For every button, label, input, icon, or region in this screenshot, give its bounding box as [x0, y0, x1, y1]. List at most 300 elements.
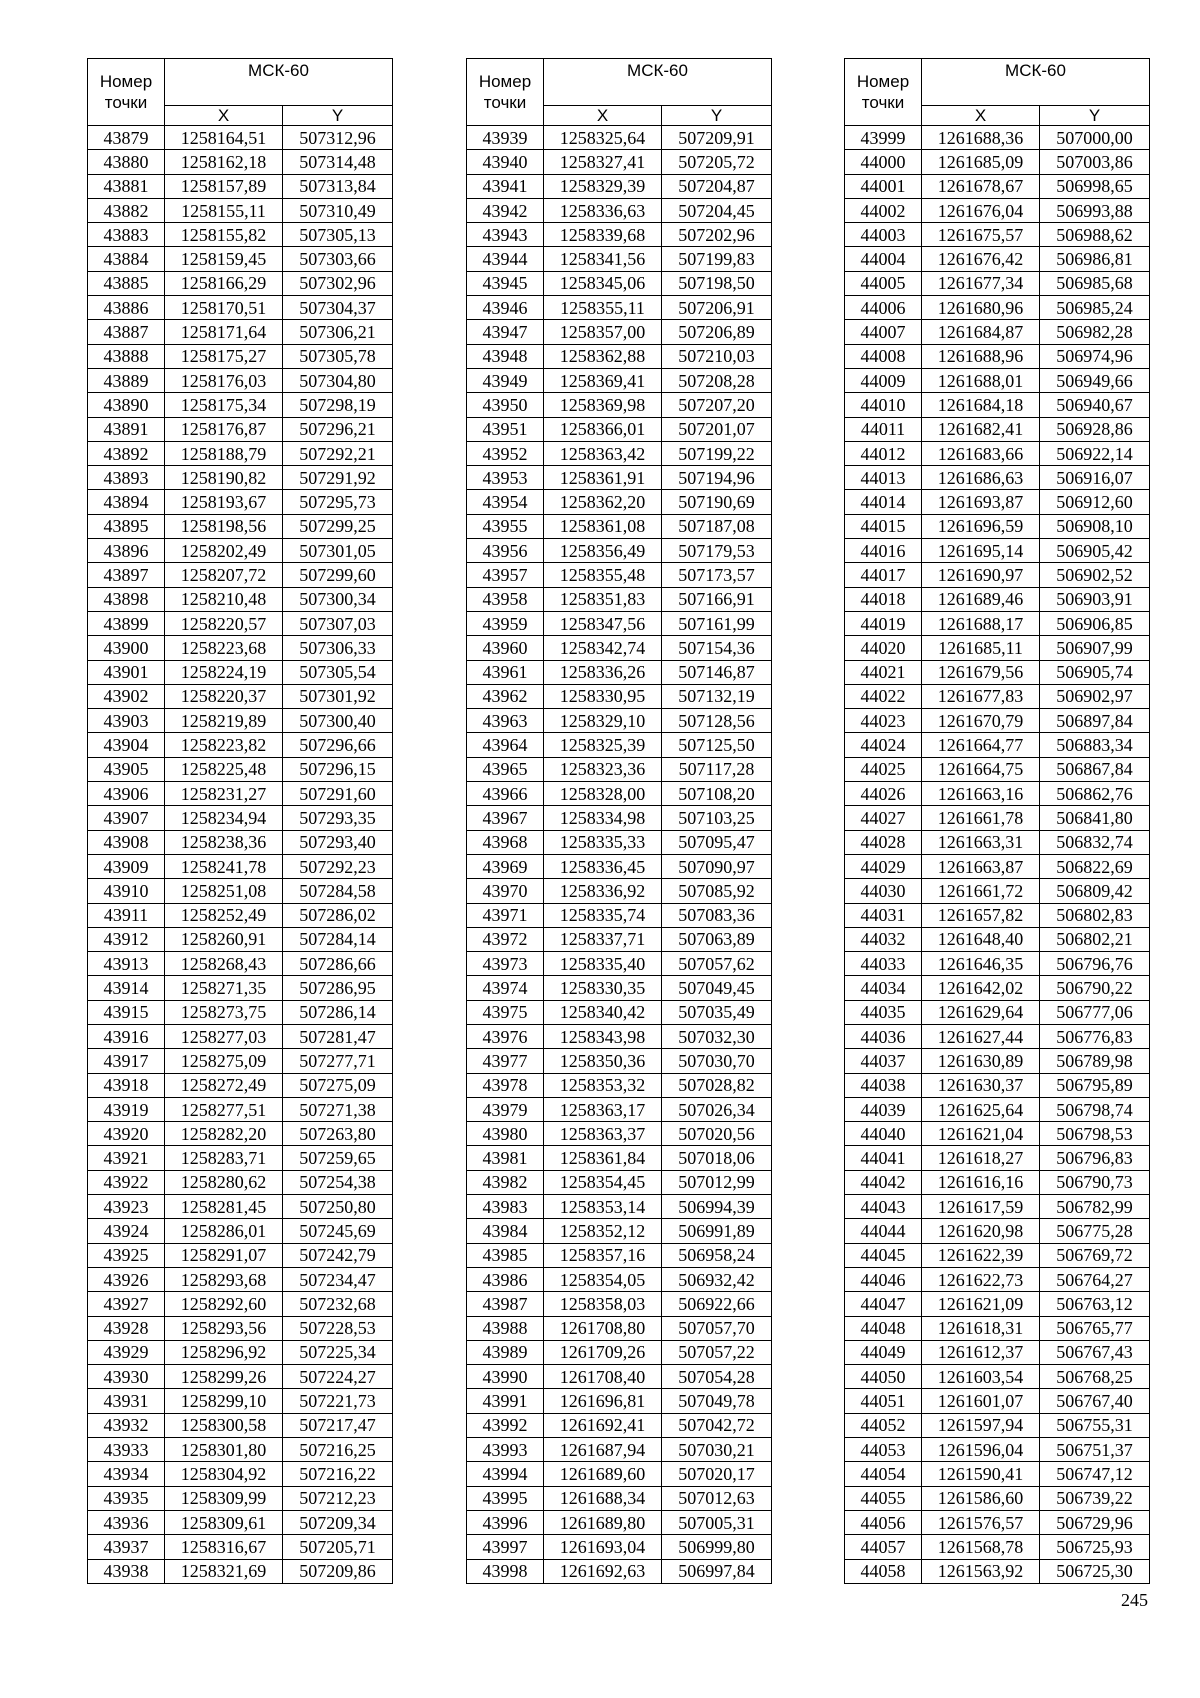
- x-coordinate-cell: 1258223,68: [165, 636, 283, 660]
- table-row: [88, 782, 393, 806]
- point-number-cell: 44006: [845, 296, 922, 320]
- y-coordinate-cell: 506796,76: [1040, 952, 1150, 976]
- y-coordinate-cell: 506802,83: [1040, 903, 1150, 927]
- x-coordinate-cell: 1261692,63: [544, 1559, 662, 1583]
- x-coordinate-cell: 1261688,96: [922, 344, 1040, 368]
- point-number-cell: 43925: [88, 1243, 165, 1267]
- point-number-cell: 44015: [845, 514, 922, 538]
- x-coordinate-cell: 1258330,95: [544, 684, 662, 708]
- y-coordinate-cell: 507090,97: [662, 854, 772, 878]
- table-row: [845, 563, 1150, 587]
- y-coordinate-cell: 506922,66: [662, 1292, 772, 1316]
- point-number-cell: 43879: [88, 126, 165, 150]
- point-number-cell: 43941: [467, 174, 544, 198]
- table-row: [845, 466, 1150, 490]
- x-coordinate-cell: 1261684,87: [922, 320, 1040, 344]
- x-coordinate-cell: 1261683,66: [922, 441, 1040, 465]
- point-number-cell: 43961: [467, 660, 544, 684]
- point-number-cell: 44029: [845, 854, 922, 878]
- point-number-cell: 43887: [88, 320, 165, 344]
- point-number-cell: 43920: [88, 1122, 165, 1146]
- y-coordinate-cell: 506765,77: [1040, 1316, 1150, 1340]
- y-coordinate-cell: 507108,20: [662, 782, 772, 806]
- point-number-cell: 43911: [88, 903, 165, 927]
- y-coordinate-cell: 506906,85: [1040, 611, 1150, 635]
- point-number-cell: 43932: [88, 1413, 165, 1437]
- point-number-cell: 44007: [845, 320, 922, 344]
- x-coordinate-cell: 1258355,11: [544, 296, 662, 320]
- table-row: [467, 1316, 772, 1340]
- point-number-cell: 43927: [88, 1292, 165, 1316]
- x-coordinate-cell: 1258366,01: [544, 417, 662, 441]
- x-coordinate-cell: 1258363,17: [544, 1097, 662, 1121]
- table-row: [467, 1559, 772, 1583]
- x-coordinate-cell: 1258175,27: [165, 344, 283, 368]
- point-number-cell: 43893: [88, 466, 165, 490]
- table-row: [845, 320, 1150, 344]
- point-number-cell: 44043: [845, 1195, 922, 1219]
- point-number-cell: 44005: [845, 271, 922, 295]
- point-number-cell: 44016: [845, 539, 922, 563]
- point-number-cell: 43992: [467, 1413, 544, 1437]
- point-number-cell: 43999: [845, 126, 922, 150]
- point-number-cell: 43936: [88, 1510, 165, 1534]
- point-number-cell: 44052: [845, 1413, 922, 1437]
- point-number-cell: 43904: [88, 733, 165, 757]
- y-coordinate-cell: 507049,78: [662, 1389, 772, 1413]
- point-number-cell: 43910: [88, 879, 165, 903]
- y-coordinate-cell: 507263,80: [283, 1122, 393, 1146]
- y-coordinate-cell: 507292,23: [283, 854, 393, 878]
- y-coordinate-cell: 506798,53: [1040, 1122, 1150, 1146]
- table-row: [467, 1097, 772, 1121]
- table-row: [845, 247, 1150, 271]
- y-header: Y: [662, 106, 772, 126]
- table-row: [467, 417, 772, 441]
- y-coordinate-cell: 507314,48: [283, 150, 393, 174]
- table-row: [88, 1340, 393, 1364]
- table-row: [467, 1462, 772, 1486]
- point-number-cell: 44041: [845, 1146, 922, 1170]
- point-number-cell: 43914: [88, 976, 165, 1000]
- y-coordinate-cell: 507125,50: [662, 733, 772, 757]
- y-coordinate-cell: 507194,96: [662, 466, 772, 490]
- y-coordinate-cell: 506777,06: [1040, 1000, 1150, 1024]
- point-number-cell: 44056: [845, 1510, 922, 1534]
- point-number-cell: 43947: [467, 320, 544, 344]
- y-coordinate-cell: 506994,39: [662, 1195, 772, 1219]
- table-row: [88, 247, 393, 271]
- table-row: [467, 1389, 772, 1413]
- table-row: [845, 1243, 1150, 1267]
- point-number-cell: 44014: [845, 490, 922, 514]
- y-coordinate-cell: 506729,96: [1040, 1510, 1150, 1534]
- point-number-cell: 43888: [88, 344, 165, 368]
- point-number-cell: 43969: [467, 854, 544, 878]
- point-number-cell: 43962: [467, 684, 544, 708]
- x-coordinate-cell: 1258273,75: [165, 1000, 283, 1024]
- table-row: [88, 1535, 393, 1559]
- table-row: [88, 271, 393, 295]
- y-coordinate-cell: 506790,73: [1040, 1170, 1150, 1194]
- x-coordinate-cell: 1261690,97: [922, 563, 1040, 587]
- point-number-cell: 44009: [845, 368, 922, 392]
- y-coordinate-cell: 507292,21: [283, 441, 393, 465]
- y-coordinate-cell: 506949,66: [1040, 368, 1150, 392]
- table-row: [467, 271, 772, 295]
- table-row: [467, 757, 772, 781]
- y-coordinate-cell: 506907,99: [1040, 636, 1150, 660]
- y-coordinate-cell: 506725,30: [1040, 1559, 1150, 1583]
- y-coordinate-cell: 507305,13: [283, 223, 393, 247]
- x-coordinate-cell: 1258220,57: [165, 611, 283, 635]
- x-coordinate-cell: 1261596,04: [922, 1438, 1040, 1462]
- x-coordinate-cell: 1258336,26: [544, 660, 662, 684]
- x-coordinate-cell: 1261676,04: [922, 198, 1040, 222]
- table-row: [467, 1486, 772, 1510]
- point-number-cell: 43995: [467, 1486, 544, 1510]
- point-number-cell: 43906: [88, 782, 165, 806]
- x-coordinate-cell: 1258234,94: [165, 806, 283, 830]
- table-row: [845, 1510, 1150, 1534]
- x-coordinate-cell: 1258282,20: [165, 1122, 283, 1146]
- y-coordinate-cell: 507296,15: [283, 757, 393, 781]
- y-coordinate-cell: 507221,73: [283, 1389, 393, 1413]
- table-row: [467, 296, 772, 320]
- point-number-header: Номер точки: [88, 59, 165, 126]
- table-row: [88, 1510, 393, 1534]
- point-number-cell: 43929: [88, 1340, 165, 1364]
- table-row: [467, 1024, 772, 1048]
- table-row: [88, 368, 393, 392]
- x-coordinate-cell: 1258277,51: [165, 1097, 283, 1121]
- table-row: [845, 1024, 1150, 1048]
- point-number-cell: 44013: [845, 466, 922, 490]
- y-coordinate-cell: 507232,68: [283, 1292, 393, 1316]
- y-coordinate-cell: 507212,23: [283, 1486, 393, 1510]
- y-coordinate-cell: 507005,31: [662, 1510, 772, 1534]
- x-coordinate-cell: 1261686,63: [922, 466, 1040, 490]
- table-row: [467, 587, 772, 611]
- y-coordinate-cell: 507286,02: [283, 903, 393, 927]
- point-number-cell: 43907: [88, 806, 165, 830]
- table-row: [467, 198, 772, 222]
- x-coordinate-cell: 1258361,08: [544, 514, 662, 538]
- x-coordinate-cell: 1261676,42: [922, 247, 1040, 271]
- y-coordinate-cell: 506755,31: [1040, 1413, 1150, 1437]
- x-coordinate-cell: 1258292,60: [165, 1292, 283, 1316]
- y-coordinate-cell: 506822,69: [1040, 854, 1150, 878]
- y-coordinate-cell: 507154,36: [662, 636, 772, 660]
- x-coordinate-cell: 1261620,98: [922, 1219, 1040, 1243]
- y-coordinate-cell: 507225,34: [283, 1340, 393, 1364]
- point-number-cell: 43985: [467, 1243, 544, 1267]
- point-number-cell: 43967: [467, 806, 544, 830]
- table-row: [467, 1049, 772, 1073]
- point-number-cell: 43918: [88, 1073, 165, 1097]
- y-coordinate-cell: 507277,71: [283, 1049, 393, 1073]
- point-number-cell: 44022: [845, 684, 922, 708]
- y-coordinate-cell: 507254,38: [283, 1170, 393, 1194]
- point-number-cell: 43892: [88, 441, 165, 465]
- x-coordinate-cell: 1258155,82: [165, 223, 283, 247]
- y-coordinate-cell: 506908,10: [1040, 514, 1150, 538]
- y-coordinate-cell: 507295,73: [283, 490, 393, 514]
- table-row: [845, 1365, 1150, 1389]
- y-coordinate-cell: 507205,71: [283, 1535, 393, 1559]
- x-coordinate-cell: 1258293,68: [165, 1267, 283, 1291]
- table-row: [467, 368, 772, 392]
- x-coordinate-cell: 1258225,48: [165, 757, 283, 781]
- x-coordinate-cell: 1258155,11: [165, 198, 283, 222]
- y-header: Y: [1040, 106, 1150, 126]
- point-number-cell: 43922: [88, 1170, 165, 1194]
- y-coordinate-cell: 507234,47: [283, 1267, 393, 1291]
- table-row: [467, 1510, 772, 1534]
- x-coordinate-cell: 1258336,45: [544, 854, 662, 878]
- point-number-cell: 44036: [845, 1024, 922, 1048]
- table-row: [88, 223, 393, 247]
- y-header: Y: [283, 106, 393, 126]
- table-row: [88, 1170, 393, 1194]
- y-coordinate-cell: 507310,49: [283, 198, 393, 222]
- page-number: 245: [1121, 1590, 1148, 1610]
- point-number-cell: 43883: [88, 223, 165, 247]
- point-number-cell: 44048: [845, 1316, 922, 1340]
- y-coordinate-cell: 506795,89: [1040, 1073, 1150, 1097]
- y-coordinate-cell: 507204,87: [662, 174, 772, 198]
- x-coordinate-cell: 1261679,56: [922, 660, 1040, 684]
- table-row: [467, 611, 772, 635]
- x-coordinate-cell: 1258219,89: [165, 709, 283, 733]
- coordinate-system-header: МСК-60: [165, 59, 393, 106]
- x-coordinate-cell: 1258296,92: [165, 1340, 283, 1364]
- table-row: [467, 1146, 772, 1170]
- point-number-cell: 44037: [845, 1049, 922, 1073]
- point-number-cell: 44026: [845, 782, 922, 806]
- y-coordinate-cell: 507205,72: [662, 150, 772, 174]
- point-number-cell: 43937: [88, 1535, 165, 1559]
- point-number-cell: 43944: [467, 247, 544, 271]
- point-number-cell: 43976: [467, 1024, 544, 1048]
- y-coordinate-cell: 507307,03: [283, 611, 393, 635]
- x-coordinate-cell: 1258299,26: [165, 1365, 283, 1389]
- table-row: [88, 733, 393, 757]
- table-row: [467, 854, 772, 878]
- table-row: [845, 417, 1150, 441]
- y-coordinate-cell: 507146,87: [662, 660, 772, 684]
- x-coordinate-cell: 1258283,71: [165, 1146, 283, 1170]
- table-row: [467, 539, 772, 563]
- point-number-cell: 43880: [88, 150, 165, 174]
- x-coordinate-cell: 1258280,62: [165, 1170, 283, 1194]
- x-coordinate-cell: 1261664,77: [922, 733, 1040, 757]
- x-coordinate-cell: 1261664,75: [922, 757, 1040, 781]
- y-coordinate-cell: 507312,96: [283, 126, 393, 150]
- x-coordinate-cell: 1258325,64: [544, 126, 662, 150]
- y-coordinate-cell: 506982,28: [1040, 320, 1150, 344]
- y-coordinate-cell: 506767,40: [1040, 1389, 1150, 1413]
- table-row: [88, 198, 393, 222]
- point-number-cell: 43970: [467, 879, 544, 903]
- table-row: [467, 1243, 772, 1267]
- table-row: [845, 684, 1150, 708]
- x-coordinate-cell: 1261576,57: [922, 1510, 1040, 1534]
- table-row: [467, 733, 772, 757]
- point-number-cell: 43902: [88, 684, 165, 708]
- x-coordinate-cell: 1258341,56: [544, 247, 662, 271]
- y-coordinate-cell: 507242,79: [283, 1243, 393, 1267]
- y-coordinate-cell: 506985,24: [1040, 296, 1150, 320]
- table-row: [467, 1000, 772, 1024]
- x-coordinate-cell: 1261601,07: [922, 1389, 1040, 1413]
- point-number-cell: 43987: [467, 1292, 544, 1316]
- point-number-cell: 43965: [467, 757, 544, 781]
- point-number-cell: 43996: [467, 1510, 544, 1534]
- point-number-cell: 43933: [88, 1438, 165, 1462]
- point-number-cell: 43900: [88, 636, 165, 660]
- y-coordinate-cell: 507035,49: [662, 1000, 772, 1024]
- x-coordinate-cell: 1258325,39: [544, 733, 662, 757]
- table-row: [845, 854, 1150, 878]
- y-coordinate-cell: 506769,72: [1040, 1243, 1150, 1267]
- x-coordinate-cell: 1258193,67: [165, 490, 283, 514]
- point-number-cell: 43948: [467, 344, 544, 368]
- point-number-cell: 43886: [88, 296, 165, 320]
- table-row: [88, 1486, 393, 1510]
- y-coordinate-cell: 506988,62: [1040, 223, 1150, 247]
- y-coordinate-cell: 506862,76: [1040, 782, 1150, 806]
- y-coordinate-cell: 507250,80: [283, 1195, 393, 1219]
- y-coordinate-cell: 506974,96: [1040, 344, 1150, 368]
- point-number-cell: 44020: [845, 636, 922, 660]
- x-coordinate-cell: 1258339,68: [544, 223, 662, 247]
- point-number-cell: 44038: [845, 1073, 922, 1097]
- table-row: [845, 976, 1150, 1000]
- table-row: [467, 490, 772, 514]
- table-row: [467, 879, 772, 903]
- point-number-cell: 43989: [467, 1340, 544, 1364]
- table-row: [467, 1340, 772, 1364]
- x-coordinate-cell: 1258321,69: [165, 1559, 283, 1583]
- table-row: [467, 684, 772, 708]
- table-row: [845, 1195, 1150, 1219]
- point-number-cell: 44030: [845, 879, 922, 903]
- y-coordinate-cell: 507207,20: [662, 393, 772, 417]
- table-row: [467, 174, 772, 198]
- table-row: [88, 1267, 393, 1291]
- point-number-header: Номер точки: [467, 59, 544, 126]
- table-row: [88, 1219, 393, 1243]
- table-row: [88, 1316, 393, 1340]
- table-row: [88, 466, 393, 490]
- point-number-cell: 43956: [467, 539, 544, 563]
- x-coordinate-cell: 1258323,36: [544, 757, 662, 781]
- y-coordinate-cell: 507209,34: [283, 1510, 393, 1534]
- y-coordinate-cell: 507028,82: [662, 1073, 772, 1097]
- table-row: [845, 927, 1150, 951]
- y-coordinate-cell: 507293,35: [283, 806, 393, 830]
- x-coordinate-cell: 1261618,27: [922, 1146, 1040, 1170]
- table-row: [845, 150, 1150, 174]
- y-coordinate-cell: 507054,28: [662, 1365, 772, 1389]
- point-number-cell: 44050: [845, 1365, 922, 1389]
- point-number-cell: 43919: [88, 1097, 165, 1121]
- x-coordinate-cell: 1258291,07: [165, 1243, 283, 1267]
- x-coordinate-cell: 1258301,80: [165, 1438, 283, 1462]
- table-row: [845, 1486, 1150, 1510]
- table-row: [467, 830, 772, 854]
- y-coordinate-cell: 507057,70: [662, 1316, 772, 1340]
- y-coordinate-cell: 507306,33: [283, 636, 393, 660]
- y-coordinate-cell: 506902,97: [1040, 684, 1150, 708]
- point-number-cell: 43971: [467, 903, 544, 927]
- x-coordinate-cell: 1261677,83: [922, 684, 1040, 708]
- x-coordinate-cell: 1258329,39: [544, 174, 662, 198]
- table-row: [88, 1559, 393, 1583]
- table-row: [467, 1413, 772, 1437]
- table-row: [88, 1024, 393, 1048]
- point-number-cell: 43981: [467, 1146, 544, 1170]
- x-coordinate-cell: 1261568,78: [922, 1535, 1040, 1559]
- point-number-cell: 43885: [88, 271, 165, 295]
- x-coordinate-cell: 1258358,03: [544, 1292, 662, 1316]
- x-coordinate-cell: 1258335,40: [544, 952, 662, 976]
- y-coordinate-cell: 507304,80: [283, 368, 393, 392]
- table-row: [845, 636, 1150, 660]
- table-row: [467, 927, 772, 951]
- x-coordinate-cell: 1258361,84: [544, 1146, 662, 1170]
- x-coordinate-cell: 1261622,39: [922, 1243, 1040, 1267]
- x-coordinate-cell: 1258162,18: [165, 150, 283, 174]
- x-coordinate-cell: 1261689,80: [544, 1510, 662, 1534]
- x-coordinate-cell: 1261688,01: [922, 368, 1040, 392]
- table-row: [467, 320, 772, 344]
- table-row: [845, 952, 1150, 976]
- table-row: [88, 1243, 393, 1267]
- point-number-cell: 43991: [467, 1389, 544, 1413]
- y-coordinate-cell: 506905,74: [1040, 660, 1150, 684]
- x-coordinate-cell: 1258157,89: [165, 174, 283, 198]
- table-row: [88, 514, 393, 538]
- table-row: [845, 198, 1150, 222]
- point-number-cell: 43881: [88, 174, 165, 198]
- x-coordinate-cell: 1258335,74: [544, 903, 662, 927]
- table-row: [88, 1365, 393, 1389]
- y-coordinate-cell: 506809,42: [1040, 879, 1150, 903]
- table-row: [88, 320, 393, 344]
- point-number-cell: 44035: [845, 1000, 922, 1024]
- table-row: [467, 223, 772, 247]
- table-row: [467, 247, 772, 271]
- point-number-cell: 43894: [88, 490, 165, 514]
- table-row: [88, 1413, 393, 1437]
- table-row: [88, 296, 393, 320]
- table-row: [845, 393, 1150, 417]
- point-number-cell: 43939: [467, 126, 544, 150]
- point-number-cell: 44040: [845, 1122, 922, 1146]
- table-row: [467, 1219, 772, 1243]
- y-coordinate-cell: 507291,92: [283, 466, 393, 490]
- x-coordinate-cell: 1258357,00: [544, 320, 662, 344]
- x-coordinate-cell: 1261612,37: [922, 1340, 1040, 1364]
- y-coordinate-cell: 506767,43: [1040, 1340, 1150, 1364]
- table-row: [845, 709, 1150, 733]
- y-coordinate-cell: 507198,50: [662, 271, 772, 295]
- x-coordinate-cell: 1261629,64: [922, 1000, 1040, 1024]
- table-row: [88, 490, 393, 514]
- y-coordinate-cell: 506997,84: [662, 1559, 772, 1583]
